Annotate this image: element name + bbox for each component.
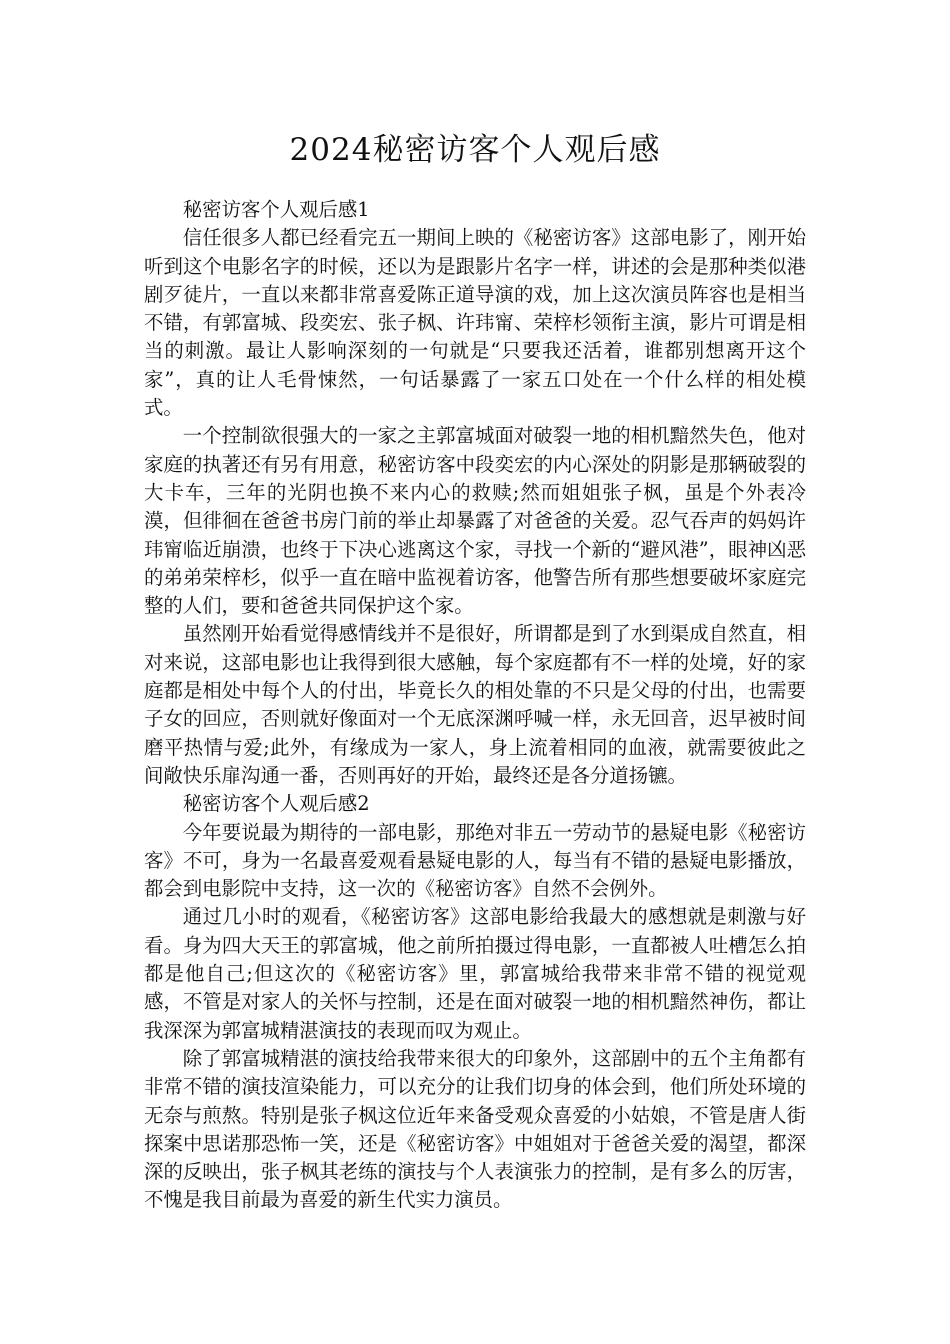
body-paragraph: 除了郭富城精湛的演技给我带来很大的印象外，这部剧中的五个主角都有非常不错的演技渲染能力，可以充分的让我们切身的体会到，他们所处环境的无奈与煎熬。特别是张子枫这位近年来备受观众喜爱的小姑娘，不管是唐人街探案中思诺那恐怖一笑，还是《秘密访客》中姐姐对于爸爸关爱的渴望，都深深的反映出，张子枫其老练的演技与个人表演张力的控制，是有多么的厉害，不愧是我目前最为喜爱的新生代实力演员。 bbox=[144, 1046, 806, 1212]
section-heading: 秘密访客个人观后感1 bbox=[182, 198, 370, 221]
document-body bbox=[144, 196, 806, 1215]
body-paragraph: 今年要说最为期待的一部电影，那绝对非五一劳动节的悬疑电影《秘密访客》不可，身为一名最喜爱观看悬疑电影的人，每当有不错的悬疑电影播放，都会到电影院中支持，这一次的《秘密访客》自然不会例外。 bbox=[144, 820, 806, 901]
body-paragraph: 信任很多人都已经看完五一期间上映的《秘密访客》这部电影了，刚开始听到这个电影名字的时候，还以为是跟影片名字一样，讲述的会是那种类似港剧歹徒片，一直以来都非常喜爱陈正道导演的戏，加上这次演员阵容也是相当不错，有郭富城、段奕宏、张子枫、许玮甯、荣梓杉领衔主演，影片可谓是相当的刺激。最让人影响深刻的一句就是“只要我还活着，谁都别想离开这个家”，真的让人毛骨悚然，一句话暴露了一家五口处在一个什么样的相处模式。 bbox=[144, 226, 806, 420]
document-title: 2024秘密访客个人观后感 bbox=[289, 132, 661, 168]
body-paragraph: 一个控制欲很强大的一家之主郭富城面对破裂一地的相机黯然失色，他对家庭的执著还有另有用意，秘密访客中段奕宏的内心深处的阴影是那辆破裂的大卡车，三年的光阴也换不来内心的救赎;然而姐姐张子枫，虽是个外表冷漠，但徘徊在爸爸书房门前的举止却暴露了对爸爸的关爱。忍气吞声的妈妈许玮甯临近崩溃，也终于下决心逃离这个家，寻找一个新的“避风港”，眼神凶恶的弟弟荣梓杉，似乎一直在暗中监视着访客，他警告所有那些想要破坏家庭完整的人们，要和爸爸共同保护这个家。 bbox=[144, 424, 806, 618]
section-heading: 秘密访客个人观后感2 bbox=[182, 792, 370, 816]
body-paragraph: 通过几小时的观看，《秘密访客》这部电影给我最大的感想就是刺激与好看。身为四大天王的郭富城，他之前所拍摄过得电影，一直都被人吐槽怎么拍都是他自己;但这次的《秘密访客》里，郭富城给我带来非常不错的视觉观感，不管是对家人的关怀与控制，还是在面对破裂一地的相机黯然神伤，都让我深深为郭富城精湛演技的表现而叹为观止。 bbox=[144, 905, 806, 1042]
body-paragraph: 虽然刚开始看觉得感情线并不是很好，所谓都是到了水到渠成自然直，相对来说，这部电影也让我得到很大感触，每个家庭都有不一样的处境，好的家庭都是相处中每个人的付出，毕竟长久的相处靠的不只是父母的付出，也需要子女的回应，否则就好像面对一个无底深渊呼喊一样，永无回音，迟早被时间磨平热情与爱;此外，有缘成为一家人，身上流着相同的血液，就需要彼此之间敞快乐扉沟通一番，否则再好的开始，最终还是各分道扬镳。 bbox=[144, 622, 806, 787]
